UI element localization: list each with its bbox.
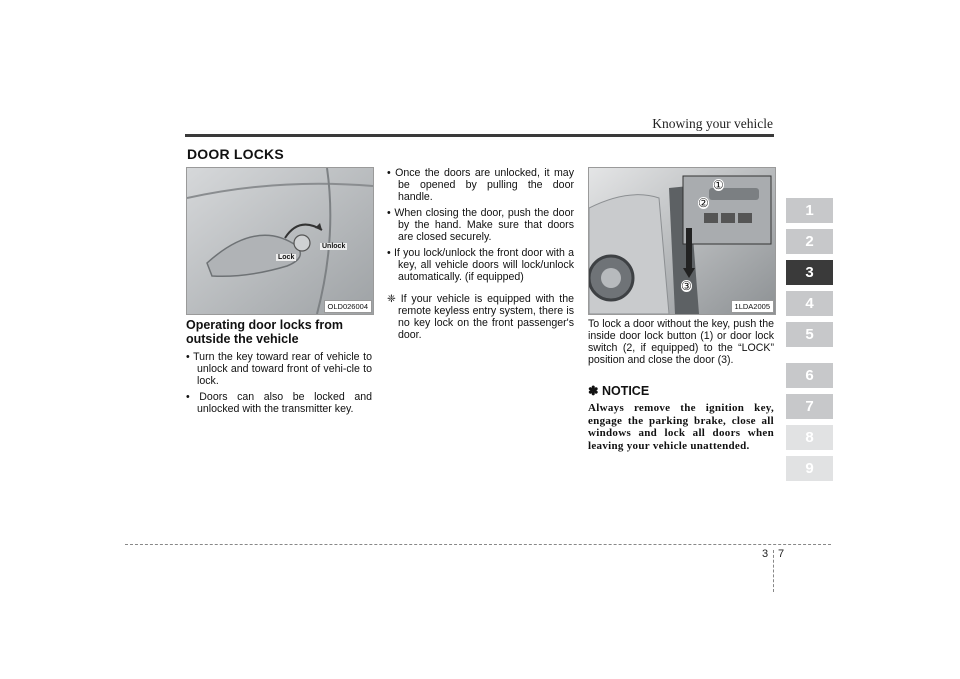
chapter-tab-2[interactable]: 2: [786, 229, 833, 254]
unlock-label: Unlock: [322, 243, 346, 250]
chapter-tab-6[interactable]: 6: [786, 363, 833, 388]
column-3: [588, 318, 774, 452]
running-header: Knowing your vehicle: [652, 116, 773, 131]
figure-interior-door: [588, 167, 776, 315]
col1-bullet-list: [186, 351, 372, 415]
keyless-entry-note: ❈ If your vehicle is equipped with the remote keyless entry system, there is no key lock on the front passenger's door.: [387, 293, 574, 341]
section-title: DOOR LOCKS: [187, 146, 284, 162]
subheading-outside-locks: Operating door locks from outside the vehicle: [186, 318, 343, 346]
chapter-tab-1[interactable]: 1: [786, 198, 833, 223]
column-2: [387, 167, 574, 341]
chapter-tab-5[interactable]: 5: [786, 322, 833, 347]
callout-3: ③: [681, 279, 692, 293]
list-item: • Doors can also be locked and unlocked with the transmitter key.: [186, 391, 372, 415]
chapter-tab-4[interactable]: 4: [786, 291, 833, 316]
lock-label: Lock: [278, 254, 295, 261]
figure-door-handle: [186, 167, 374, 315]
chapter-tab-3[interactable]: 3: [786, 260, 833, 285]
inside-lock-paragraph: To lock a door without the key, push the inside door lock button (1) or door lock switch (2, if equipped) to the “LOCK” position and close the door (3).: [588, 318, 774, 366]
chapter-tab-8[interactable]: 8: [786, 425, 833, 450]
door-handle-illustration: [187, 168, 373, 314]
notice-heading: ✽ NOTICE: [588, 384, 650, 398]
footer-dashed-divider: [773, 550, 774, 592]
notice-text: Always remove the ignition key, engage the parking brake, close all windows and lock all doors when leaving your vehicle unattended.: [588, 402, 774, 452]
footer-dashed-rule: [125, 544, 831, 545]
col2-bullet-list: [387, 167, 574, 283]
figure-code: 1LDA2005: [731, 300, 774, 313]
page-number: 7: [778, 548, 785, 560]
list-item: • When closing the door, push the door by the hand. Make sure that doors are closed securely.: [387, 207, 574, 243]
list-item: • Once the doors are unlocked, it may be opened by pulling the door handle.: [387, 167, 574, 203]
list-item: • If you lock/unlock the front door with a key, all vehicle doors will lock/unlock automatically. (if equipped): [387, 247, 574, 283]
chapter-tab-7[interactable]: 7: [786, 394, 833, 419]
page-chapter-number: 3: [762, 548, 769, 560]
header-rule: [185, 134, 774, 137]
callout-1: ①: [713, 178, 724, 192]
callout-2: ②: [698, 196, 709, 210]
figure-code: OLD026004: [324, 300, 372, 313]
list-item: • Turn the key toward rear of vehicle to unlock and toward front of vehi-cle to lock.: [186, 351, 372, 387]
column-1: [186, 318, 372, 419]
chapter-tab-9[interactable]: 9: [786, 456, 833, 481]
